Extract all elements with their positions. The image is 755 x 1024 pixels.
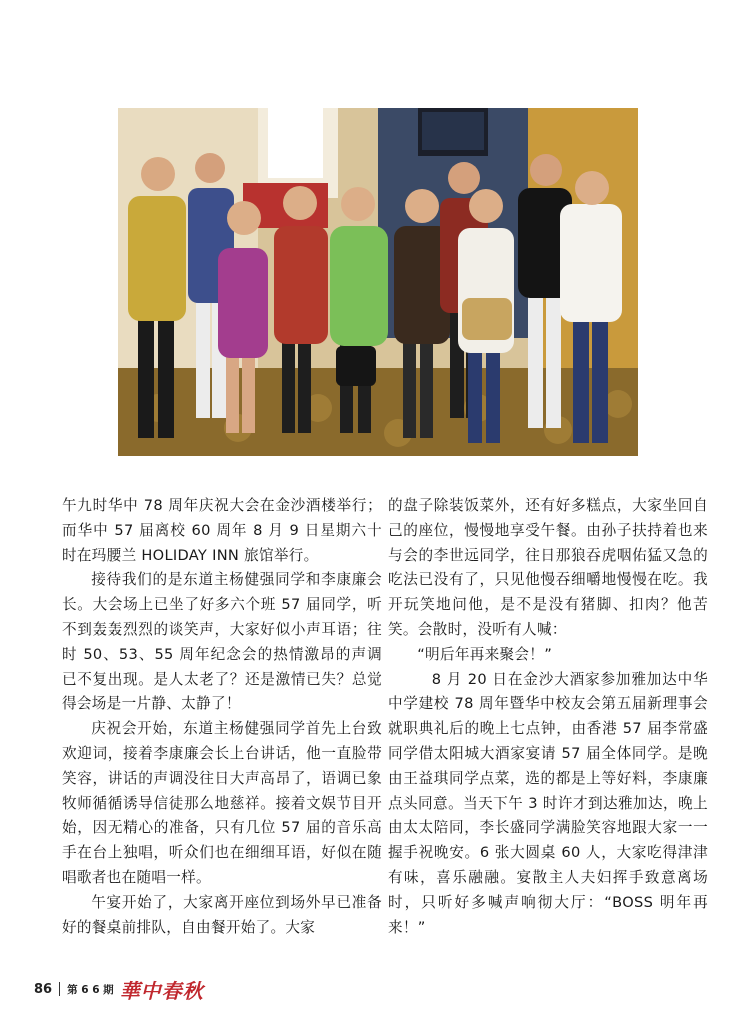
right-column [388, 494, 708, 940]
paragraph: 8 月 20 日在金沙大酒家参加雅加达中华中学建校 78 周年暨华中校友会第五届新理事会就职典礼后的晚上七点钟，由香港 57 届李常盛同学借太阳城大酒家宴请 57 届全体同学。是晚由王益琪同学点菜，选的都是上等好料，李康廉点头同意。当天下午 3 时许才到达雅加达，晚上由太太陪同，李长盛同学满脸笑容地跟大家一一握手祝晚安。6 张大圆桌 60 人，大家吃得津津有味，喜乐融融。宴散主人夫妇挥手致意离场时，只听好多喊声响彻大厅：“BOSS 明年再来！” [388, 670, 708, 936]
page-footer [34, 974, 334, 1004]
paragraph: 的盘子除装饭菜外，还有好多糕点，大家坐回自己的座位，慢慢地享受午餐。由孙子扶持着也来与会的李世远同学，往日那狼吞虎咽佑猛又急的吃法已没有了，只见他慢吞细嚼地慢慢在吃。我开玩笑地问他，是不是没有猪脚、扣肉？他苦笑。会散时，没听有人喊： [388, 497, 708, 638]
masthead-logo: 華中春秋 [119, 978, 204, 1003]
group-photo [118, 108, 638, 456]
paragraph: 午九时华中 78 周年庆祝大会在金沙酒楼举行；而华中 57 届离校 60 周年 8 月 9 日星期六十时在玛腰兰 HOLIDAY INN 旅馆举行。 [62, 497, 382, 564]
paragraph: 午宴开始了，大家离开座位到场外早已准备好的餐桌前排队，自由餐开始了。大家 [62, 893, 382, 936]
footer-divider [59, 982, 60, 996]
paragraph: 接待我们的是东道主杨健强同学和李康廉会长。大会场上已坐了好多六个班 57 届同学，听不到轰轰烈烈的谈笑声，大家好似小声耳语；往时 50、53、55 周年纪念会的热情激昂的声调已不复出现。是人太老了？还是激情已失？总觉得会场是一片静、太静了！ [62, 571, 382, 713]
paragraph: “明后年再来聚会！” [417, 645, 553, 663]
paragraph: 庆祝会开始，东道主杨健强同学首先上台致欢迎词，接着李康廉会长上台讲话，他一直脸带笑容，讲话的声调没往日大声高昂了，语调已象牧师循循诱导信徒那么地慈祥。接着文娱节目开始，因无精心的准备，只有几位 57 届的音乐高手在台上独唱，听众们也在细细耳语，好似在随唱歌者也在随唱一样。 [62, 720, 382, 886]
left-column [62, 494, 382, 940]
issue-label: 第 6 6 期 [67, 983, 114, 996]
page-number: 86 [34, 981, 53, 997]
